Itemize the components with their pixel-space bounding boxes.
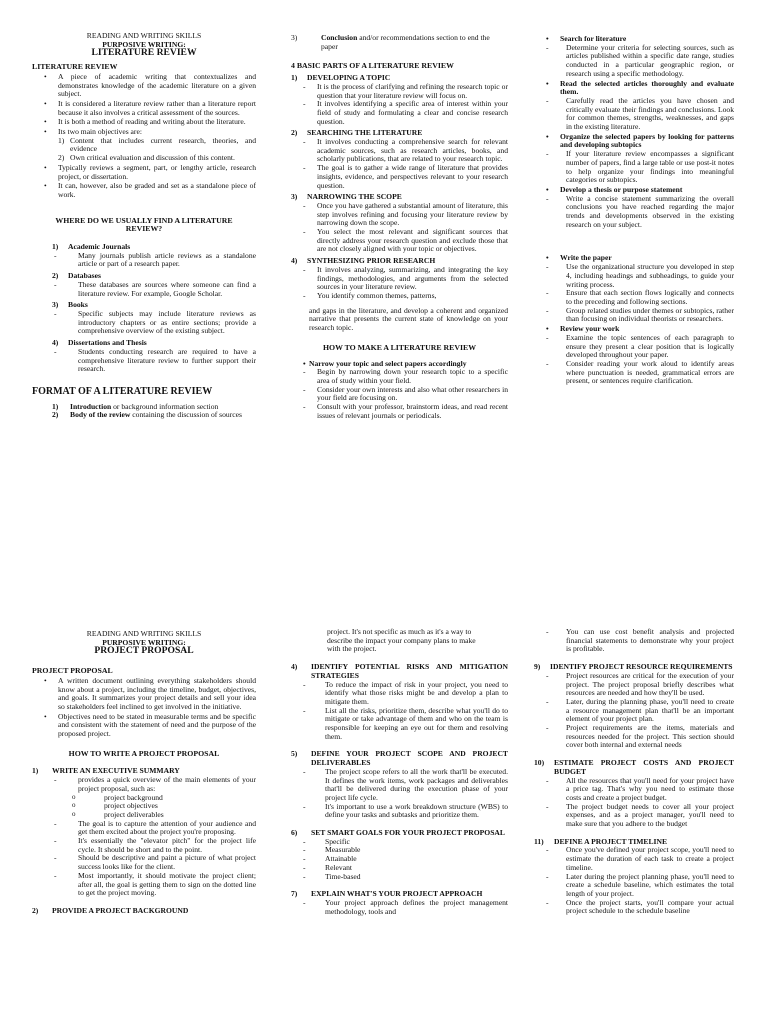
list-item: - Specific bbox=[291, 838, 508, 847]
list-item: - Once you have gathered a substantial amount of literature, this step involves refining and focusing your literature review by narrowing down the scope. bbox=[291, 202, 508, 228]
numbered-item: 1) DEVELOPING A TOPIC bbox=[291, 73, 391, 83]
list-subitem: o project objectives bbox=[32, 802, 256, 811]
list-item: - All the resources that you'll need for your project have a price tag. That's why you need to estimate those costs and create a project budget. bbox=[534, 777, 734, 803]
numbered-item: 2) Databases bbox=[52, 271, 101, 281]
numbered-item: 3) Books bbox=[52, 300, 88, 310]
column-2 bbox=[291, 628, 508, 1024]
column-1 bbox=[32, 32, 256, 512]
list-item: - The goal is to capture the attention of your audience and get them excited about the project you're proposing. bbox=[32, 820, 256, 837]
step-title: • Write the paper bbox=[534, 254, 734, 263]
step-title: • Read the selected articles thoroughly and evaluate them. bbox=[534, 80, 734, 97]
list-item: - Determine your criteria for selecting sources, such as articles published within a specific date range, studies conducted in a particular geographic region, or research using a specific methodology. bbox=[534, 44, 734, 79]
list-item: - Consider reading your work aloud to identify areas where punctuation is needed, grammatical errors are present, or sentences require clarification. bbox=[534, 360, 734, 386]
numbered-item: 3) NARROWING THE SCOPE bbox=[291, 192, 402, 202]
list-item: - Use the organizational structure you developed in step 4, including headings and subheadings, to guide your writing process. bbox=[534, 263, 734, 289]
numbered-item: 7) EXPLAIN WHAT'S YOUR PROJECT APPROACH bbox=[291, 889, 483, 899]
paragraph: project. It's not specific as much as it's a way to describe the impact your company plans to make with the project. bbox=[327, 628, 476, 654]
format-item: 2) Body of the review containing the discussion of sources bbox=[52, 410, 242, 420]
section-heading: WHERE DO WE USUALLY FIND A LITERATURE REVIEW? bbox=[55, 215, 233, 234]
numbered-item: 1) Academic Journals bbox=[52, 242, 131, 252]
list-item: - Specific subjects may include literature reviews as introductory chapters or as entire sections; provide a comprehensive overview of the existing subject. bbox=[32, 310, 256, 336]
section-heading: PROJECT PROPOSAL bbox=[32, 666, 113, 676]
list-item: - Measurable bbox=[291, 846, 508, 855]
numbered-item: 6) SET SMART GOALS FOR YOUR PROJECT PROPOSAL bbox=[291, 828, 505, 838]
list-item: - Examine the topic sentences of each paragraph to ensure they present a clear position that is logically developed throughout your paper. bbox=[534, 334, 734, 360]
subject-header: READING AND WRITING SKILLS bbox=[86, 32, 202, 40]
list-item: - Relevant bbox=[291, 864, 508, 873]
list-item: - List all the risks, prioritize them, describe what you'll do to mitigate or take advantage of them and who on the team is responsible for keeping an eye out for them and resolving them. bbox=[291, 707, 508, 742]
list-item: - Attainable bbox=[291, 855, 508, 864]
list-item: - If your literature review encompasses a significant number of papers, find a large table or use post-it notes to help organize your findings into meaningful categories or subtopics. bbox=[534, 150, 734, 185]
list-item: • A written document outlining everything stakeholders should know about a project, including the timeline, budget, objectives, and goals. It summarizes your project details and sell your idea so stakeholders feel inclined to get involved in the initiative. bbox=[32, 677, 256, 712]
subject-header: READING AND WRITING SKILLS bbox=[86, 630, 202, 638]
list-item: - It involves analyzing, summarizing, and integrating the key findings, methodologies, and arguments from the selected sources in your literature review. bbox=[291, 266, 508, 292]
step-title: • Develop a thesis or purpose statement bbox=[534, 186, 734, 195]
list-item: - Should be descriptive and paint a picture of what project success looks like for the client. bbox=[32, 854, 256, 871]
list-item: • Its two main objectives are: bbox=[32, 128, 256, 137]
list-item: - Project requirements are the items, materials and resources needed for the project. This section should cover both internal and external needs bbox=[534, 724, 734, 750]
column-2 bbox=[291, 34, 508, 512]
page-project-proposal bbox=[0, 512, 768, 1024]
list-item: - Once you've defined your project scope, you'll need to estimate the duration of each task to create a project timeline. bbox=[534, 846, 734, 872]
section-heading: HOW TO WRITE A PROJECT PROPOSAL bbox=[68, 748, 220, 758]
list-item: • Typically reviews a segment, part, or lengthy article, research project, or dissertation. bbox=[32, 164, 256, 181]
list-item: - It's essentially the "elevator pitch" for the project life cycle. It should be short and to the point. bbox=[32, 837, 256, 854]
numbered-item: 2) SEARCHING THE LITERATURE bbox=[291, 128, 423, 138]
list-item: - Ensure that each section flows logically and connects to the preceding and following sections. bbox=[534, 289, 734, 306]
numbered-item: 4) Dissertations and Thesis bbox=[52, 338, 147, 348]
list-item: • It can, however, also be graded and set as a standalone piece of work. bbox=[32, 182, 256, 199]
section-heading: HOW TO MAKE A LITERATURE REVIEW bbox=[322, 342, 476, 352]
step-title: • Narrow your topic and select papers accordingly bbox=[291, 360, 508, 369]
list-item: - provides a quick overview of the main elements of your project proposal, such as: bbox=[32, 776, 256, 793]
list-item: - It's important to use a work breakdown structure (WBS) to define your tasks and subtasks and prioritize them. bbox=[291, 803, 508, 820]
purposive-heading: PURPOSIVE WRITING: bbox=[102, 637, 186, 647]
numbered-item: 4) SYNTHESIZING PRIOR RESEARCH bbox=[291, 256, 436, 266]
list-item: - Begin by narrowing down your research topic to a specific area of study within your field. bbox=[291, 368, 508, 385]
list-item: - These databases are sources where someone can find a literature review. For example, Google Scholar. bbox=[32, 281, 256, 298]
list-item: • Objectives need to be stated in measurable terms and be specific and consistent with the statement of need and the purpose of the proposed project. bbox=[32, 713, 256, 739]
list-item: - It involves identifying a specific area of interest within your field of study and formulating a clear and concise research question. bbox=[291, 100, 508, 126]
list-item: - It involves conducting a comprehensive search for relevant academic sources, such as research articles, books, and scholarly publications, that are related to your research topic. bbox=[291, 138, 508, 164]
list-item: • A piece of academic writing that contextualizes and demonstrates knowledge of the academic literature on a given subject. bbox=[32, 73, 256, 99]
numbered-item: 9) IDENTIFY PROJECT RESOURCE REQUIREMENTS bbox=[534, 662, 733, 672]
list-subitem: o project background bbox=[32, 794, 256, 803]
list-item: - You identify common themes, patterns, bbox=[291, 292, 508, 301]
step-title: • Organize the selected papers by looking for patterns and developing subtopics bbox=[534, 133, 734, 150]
list-item: • It is both a method of reading and writing about the literature. bbox=[32, 118, 256, 127]
format-item: 3) Conclusion and/or recommendations section to end the paper bbox=[291, 34, 490, 51]
numbered-item: 1) WRITE AN EXECUTIVE SUMMARY bbox=[32, 766, 180, 776]
list-item: • It is considered a literature review rather than a literature report because it also involves a critical assessment of the sources. bbox=[32, 100, 256, 117]
list-item: - To reduce the impact of risk in your project, you need to identify what those risks might be and develop a plan to mitigate them. bbox=[291, 681, 508, 707]
list-item: - You can use cost benefit analysis and projected financial statements to demonstrate why your project is profitable. bbox=[534, 628, 734, 654]
format-item: 1) Introduction or background information section bbox=[52, 401, 219, 411]
list-subitem: o project deliverables bbox=[32, 811, 256, 820]
list-item: - Carefully read the articles you have chosen and critically evaluate their findings and conclusions. Look for common themes, strengths, weaknesses, and gaps in the existing literature. bbox=[534, 97, 734, 132]
list-item: - It is the process of clarifying and refining the research topic or question that your literature review will focus on. bbox=[291, 83, 508, 100]
numbered-item: 4) IDENTIFY POTENTIAL RISKS AND MITIGATION STRATEGIES bbox=[291, 662, 508, 680]
list-item: - Later, during the planning phase, you'll need to create a resource management plan that'll be an important element of your project plan. bbox=[534, 698, 734, 724]
section-heading: LITERATURE REVIEW bbox=[32, 62, 118, 72]
column-3 bbox=[534, 628, 734, 1024]
list-item: - Group related studies under themes or subtopics, rather than focusing on individual theorists or researchers. bbox=[534, 307, 734, 324]
page-title: LITERATURE REVIEW bbox=[91, 47, 197, 59]
column-1 bbox=[32, 630, 256, 1024]
purposive-heading: PURPOSIVE WRITING: bbox=[102, 39, 186, 49]
list-item: - You select the most relevant and significant sources that directly address your research question and exclude those that are not closely aligned with your topic or objectives. bbox=[291, 228, 508, 254]
list-item: - Your project approach defines the project management methodology, tools and bbox=[291, 899, 508, 916]
list-item: - Most importantly, it should motivate the project client; after all, the goal is getting them to sign on the dotted line to get the project moving. bbox=[32, 872, 256, 898]
list-item: - Many journals publish article reviews as a standalone article or part of a research paper. bbox=[32, 252, 256, 269]
numbered-item: 5) DEFINE YOUR PROJECT SCOPE AND PROJECT DELIVERABLES bbox=[291, 749, 508, 768]
section-heading: 4 BASIC PARTS OF A LITERATURE REVIEW bbox=[291, 61, 454, 71]
step-title: • Search for literature bbox=[534, 35, 734, 44]
objective-item: 1) Content that includes current research, theories, and evidence bbox=[58, 135, 256, 154]
numbered-item: 10) ESTIMATE PROJECT COSTS AND PROJECT BUDGET bbox=[534, 758, 734, 776]
numbered-item: 11) DEFINE A PROJECT TIMELINE bbox=[534, 836, 668, 846]
list-item: - The project budget needs to cover all your project expenses, and as a project manager, you'll need to make sure that you adhere to the budget bbox=[534, 803, 734, 829]
list-item: - The goal is to gather a wide range of literature that provides insights, evidence, and perspectives relevant to your research question. bbox=[291, 164, 508, 190]
page-title: PROJECT PROPOSAL bbox=[94, 645, 194, 657]
list-item: - Consider your own interests and also what other researchers in your field are focusing on. bbox=[291, 386, 508, 403]
list-item: - Students conducting research are required to have a comprehensive literature review to further support their research. bbox=[32, 348, 256, 374]
paragraph: and gaps in the literature, and develop a coherent and organized narrative that presents the current state of knowledge on your research topic. bbox=[309, 305, 508, 333]
list-item: - Once the project starts, you'll compare your actual project schedule to the schedule baseline bbox=[534, 899, 734, 916]
list-item: - Time-based bbox=[291, 873, 508, 882]
list-item: - Later during the project planning phase, you'll need to create a schedule baseline, which estimates the total length of your project. bbox=[534, 873, 734, 899]
list-item: - Consult with your professor, brainstorm ideas, and read recent issues of relevant journals or periodicals. bbox=[291, 403, 508, 420]
section-heading: FORMAT OF A LITERATURE REVIEW bbox=[32, 385, 213, 397]
list-item: - Project resources are critical for the execution of your project. The project proposal briefly describes what resources are needed and how they'll be used. bbox=[534, 672, 734, 698]
column-3 bbox=[534, 34, 734, 512]
list-item: - The project scope refers to all the work that'll be executed. It defines the work items, work packages and deliverables that'll be delivered during the execution phase of your project life cycle. bbox=[291, 768, 508, 803]
objective-item: 2) Own critical evaluation and discussion of this content. bbox=[58, 153, 235, 163]
numbered-item: 2) PROVIDE A PROJECT BACKGROUND bbox=[32, 905, 189, 915]
list-item: - Write a concise statement summarizing the overall conclusions you have reached regarding the major trends and developments observed in the existing research on your subject. bbox=[534, 195, 734, 230]
step-title: • Review your work bbox=[534, 325, 734, 334]
